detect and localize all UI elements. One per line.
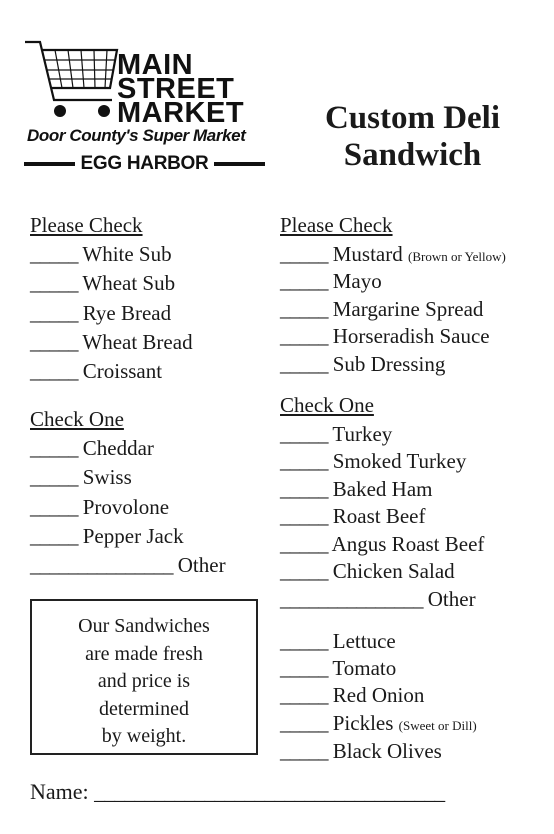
checklist-item-wheat-sub[interactable] bbox=[30, 271, 175, 296]
brand-line: MARKET bbox=[117, 97, 245, 129]
checklist-item-lettuce[interactable] bbox=[280, 629, 396, 654]
title-line: Sandwich bbox=[343, 137, 482, 173]
checklist-item-roast-beef[interactable] bbox=[280, 504, 425, 529]
checklist-item-margarine-spread[interactable] bbox=[280, 297, 483, 322]
checklist-item-croissant[interactable] bbox=[30, 359, 162, 384]
check-blank[interactable]: _____ bbox=[280, 711, 328, 735]
checklist-item-provolone[interactable] bbox=[30, 495, 169, 520]
checklist-item-red-onion[interactable] bbox=[280, 683, 424, 708]
check-blank[interactable]: _____ bbox=[280, 656, 328, 680]
item-label: Angus Roast Beef bbox=[331, 532, 485, 556]
item-label: Red Onion bbox=[332, 683, 425, 707]
item-label: Wheat Sub bbox=[82, 271, 176, 295]
checklist-item-pickles[interactable] bbox=[280, 711, 477, 736]
checklist-item-cheddar[interactable] bbox=[30, 436, 154, 461]
check-blank[interactable]: _____ bbox=[30, 465, 78, 489]
checklist-item-angus-roast-beef[interactable] bbox=[280, 532, 484, 557]
write-in-blank[interactable]: _______________ bbox=[280, 587, 423, 611]
bread-heading: Please Check bbox=[30, 213, 143, 237]
check-blank[interactable]: _____ bbox=[280, 352, 328, 376]
item-label: Other bbox=[427, 587, 476, 611]
checklist-item-mayo[interactable] bbox=[280, 269, 382, 294]
note-line: and price is bbox=[97, 670, 191, 692]
cheese-heading: Check One bbox=[30, 407, 124, 431]
item-label: Sub Dressing bbox=[332, 352, 446, 376]
checklist-item-pepper-jack[interactable] bbox=[30, 524, 184, 549]
form-title bbox=[300, 100, 525, 174]
item-label: Horseradish Sauce bbox=[332, 324, 490, 348]
note-line: by weight. bbox=[101, 725, 187, 747]
checklist-item-smoked-turkey[interactable] bbox=[280, 449, 466, 474]
item-label: Swiss bbox=[82, 465, 132, 489]
cheese-other-field[interactable] bbox=[30, 553, 226, 578]
store-tagline: Door County's Super Market bbox=[27, 126, 246, 145]
check-blank[interactable]: _____ bbox=[280, 449, 328, 473]
check-blank[interactable]: _____ bbox=[280, 739, 328, 763]
checklist-item-white-sub[interactable] bbox=[30, 242, 172, 267]
note-line: determined bbox=[99, 697, 189, 720]
pricing-note-box bbox=[30, 599, 258, 755]
checklist-item-mustard[interactable] bbox=[280, 242, 506, 267]
check-blank[interactable]: _____ bbox=[30, 301, 78, 325]
check-blank[interactable]: _____ bbox=[30, 271, 78, 295]
name-label: Name: bbox=[30, 779, 89, 804]
check-blank[interactable]: _____ bbox=[30, 330, 78, 354]
meat-other-field[interactable] bbox=[280, 587, 476, 612]
name-field[interactable] bbox=[30, 779, 444, 805]
item-label: Cheddar bbox=[82, 436, 154, 460]
meat-heading: Check One bbox=[280, 393, 374, 417]
item-label: Smoked Turkey bbox=[332, 449, 467, 473]
item-label: Chicken Salad bbox=[332, 559, 455, 583]
checklist-item-tomato[interactable] bbox=[280, 656, 396, 681]
item-label: Croissant bbox=[82, 359, 163, 383]
item-label: Wheat Bread bbox=[82, 330, 193, 354]
check-blank[interactable]: _____ bbox=[280, 242, 328, 266]
check-blank[interactable]: _____ bbox=[280, 269, 328, 293]
brand-line: MAIN bbox=[117, 49, 194, 81]
item-label: Mustard bbox=[332, 242, 403, 266]
check-blank[interactable]: _____ bbox=[280, 504, 328, 528]
brand-line: STREET bbox=[117, 73, 235, 105]
item-note: (Brown or Yellow) bbox=[408, 249, 506, 264]
write-in-blank[interactable]: _______________ bbox=[30, 553, 173, 577]
item-label: Black Olives bbox=[332, 739, 442, 763]
name-blank[interactable]: ___________________________________ bbox=[94, 779, 445, 804]
item-label: Provolone bbox=[82, 495, 170, 519]
item-label: Margarine Spread bbox=[332, 297, 484, 321]
check-blank[interactable]: _____ bbox=[30, 242, 78, 266]
note-line: Our Sandwiches bbox=[78, 615, 210, 637]
checklist-item-horseradish-sauce[interactable] bbox=[280, 324, 490, 349]
check-blank[interactable]: _____ bbox=[280, 629, 328, 653]
divider bbox=[214, 162, 265, 166]
checklist-item-baked-ham[interactable] bbox=[280, 477, 432, 502]
check-blank[interactable]: _____ bbox=[280, 422, 328, 446]
checklist-item-swiss[interactable] bbox=[30, 465, 132, 490]
checklist-item-chicken-salad[interactable] bbox=[280, 559, 455, 584]
item-label: Roast Beef bbox=[332, 504, 426, 528]
check-blank[interactable]: _____ bbox=[280, 532, 328, 556]
item-label: Other bbox=[177, 553, 226, 577]
title-line: Custom Deli bbox=[324, 100, 501, 136]
note-line: are made fresh bbox=[85, 642, 203, 665]
checklist-item-sub-dressing[interactable] bbox=[280, 352, 445, 377]
store-location bbox=[24, 152, 265, 176]
item-label: Tomato bbox=[332, 656, 397, 680]
item-note: (Sweet or Dill) bbox=[398, 718, 477, 733]
check-blank[interactable]: _____ bbox=[280, 559, 328, 583]
check-blank[interactable]: _____ bbox=[30, 495, 78, 519]
shopping-cart-icon bbox=[24, 38, 120, 124]
check-blank[interactable]: _____ bbox=[30, 436, 78, 460]
checklist-item-black-olives[interactable] bbox=[280, 739, 442, 764]
check-blank[interactable]: _____ bbox=[280, 324, 328, 348]
item-label: Turkey bbox=[332, 422, 393, 446]
item-label: Baked Ham bbox=[332, 477, 433, 501]
item-label: White Sub bbox=[82, 242, 172, 266]
store-town: EGG HARBOR bbox=[80, 153, 209, 174]
item-label: Lettuce bbox=[332, 629, 396, 653]
check-blank[interactable]: _____ bbox=[280, 683, 328, 707]
item-label: Rye Bread bbox=[82, 301, 172, 325]
item-label: Pickles bbox=[332, 711, 394, 735]
store-logo bbox=[24, 38, 269, 178]
item-label: Pepper Jack bbox=[82, 524, 184, 548]
checklist-item-turkey[interactable] bbox=[280, 422, 392, 447]
checklist-item-wheat-bread[interactable] bbox=[30, 330, 193, 355]
check-blank[interactable]: _____ bbox=[30, 359, 78, 383]
check-blank[interactable]: _____ bbox=[30, 524, 78, 548]
store-brand-name bbox=[117, 49, 245, 129]
divider bbox=[24, 162, 75, 166]
item-label: Mayo bbox=[332, 269, 382, 293]
checklist-item-rye-bread[interactable] bbox=[30, 301, 171, 326]
check-blank[interactable]: _____ bbox=[280, 477, 328, 501]
check-blank[interactable]: _____ bbox=[280, 297, 328, 321]
condiments-heading: Please Check bbox=[280, 213, 393, 237]
